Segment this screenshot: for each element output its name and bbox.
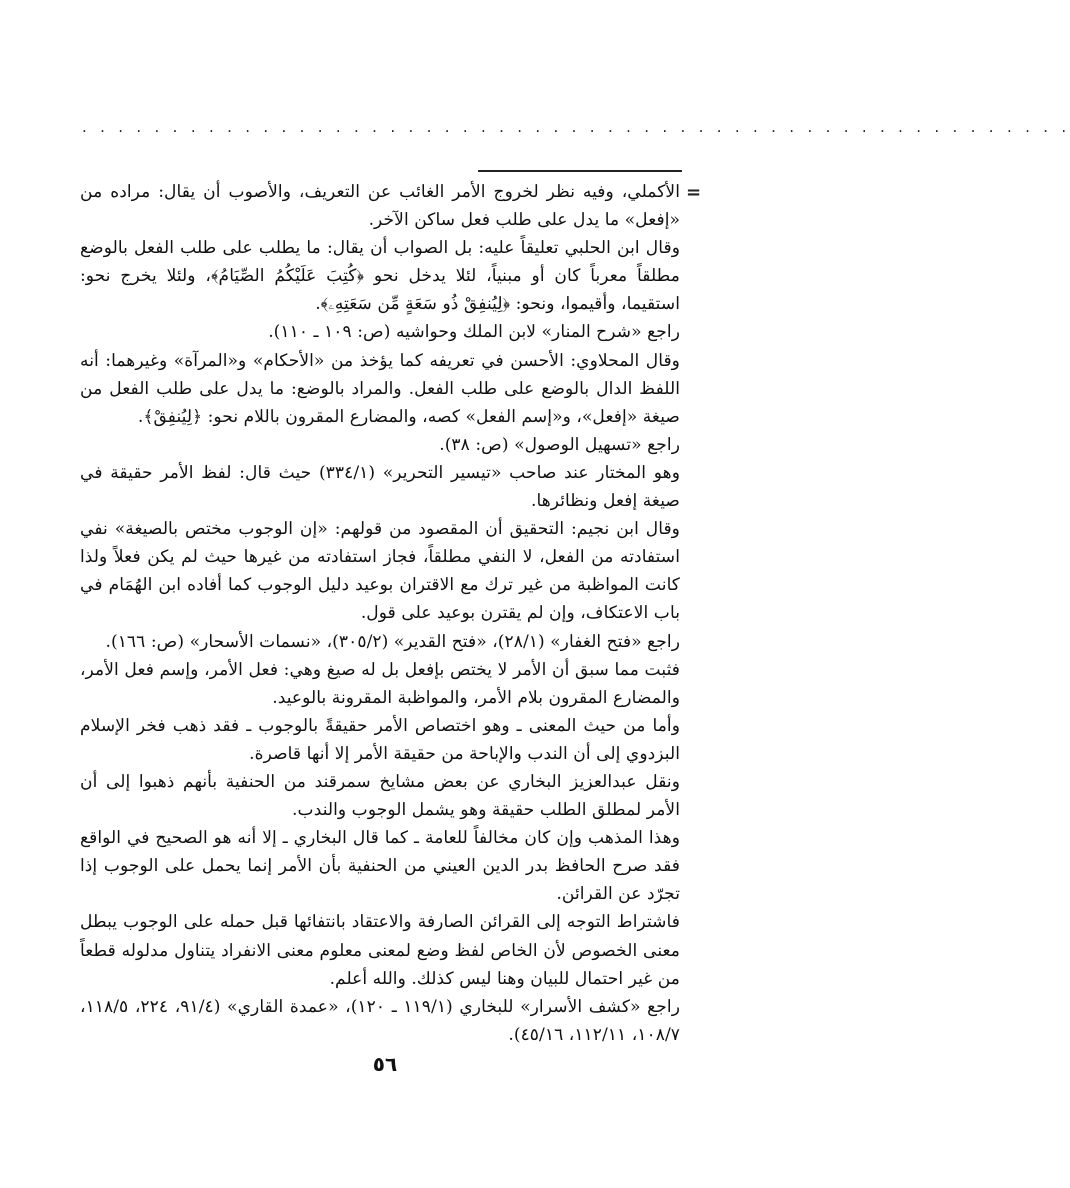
paragraph: وأما من حيث المعنى ـ وهو اختصاص الأمر حقيقةً بالوجوب ـ فقد ذهب فخر الإسلام البزدوي إلى أن الندب والإباحة من حقيقة الأمر إلا أنها قاصرة. [80,715,680,764]
footnote-rule [478,170,682,172]
continuation-mark: = [686,182,702,203]
reference-line: راجع «فتح الغفار» (٢٨/١)، «فتح القدير» (٣٠٥/٢)، «نسمات الأسحار» (ص: ١٦٦). [105,631,680,652]
paragraph: فثبت مما سبق أن الأمر لا يختص بإفعل بل له صيغ وهي: فعل الأمر، وإسم فعل الأمر، والمضارع المقرون بلام الأمر، والمواظبة المقرونة بالوعيد. [80,659,680,708]
paragraph: وقال المحلاوي: الأحسن في تعريفه كما يؤخذ من «الأحكام» و«المرآة» وغيرهما: أنه اللفظ الدال بالوضع على طلب الفعل. والمراد بالوضع: ما يدل على طلب الفعل من صيغة «إفعل»، و«إسم الفعل» كصه، والمضارع المقرون باللام نحو: ﴿لِيُنفِقْ﴾. [80,350,680,427]
footnote-text [80,178,680,1049]
reference-line: راجع «تسهيل الوصول» (ص: ٣٨). [439,434,680,455]
paragraph: الأكملي، وفيه نظر لخروج الأمر الغائب عن التعريف، والأصوب أن يقال: مراده من «إفعل» ما يدل على طلب فعل ساكن الآخر. [80,182,680,231]
separator-dots: . . . . . . . . . . . . . . . . . . . . . . . . . . . . . . . . . . . . . . . . . . . . . . . . . . . . . . . [82,118,1070,136]
paragraph: وهذا المذهب وإن كان مخالفاً للعامة ـ كما قال البخاري ـ إلا أنه هو الصحيح في الواقع فقد صرح الحافظ بدر الدين العيني من الحنفية بأن الأمر إنما يحمل على الوجوب إذا تجرّد عن القرائن. [80,828,680,905]
reference-line: راجع «شرح المنار» لابن الملك وحواشيه (ص: ١٠٩ ـ ١١٠). [268,322,680,343]
page-number: ٥٦ [372,1052,398,1076]
paragraph: فاشتراط التوجه إلى القرائن الصارفة والاعتقاد بانتفائها قبل حمله على الوجوب يبطل معنى الخصوص لأن الخاص لفظ وضع لمعنى معلوم معنى الانفراد يتناول مدلوله قطعاً من غير احتمال للبيان وهنا ليس كذلك. والله أعلم. [80,912,680,989]
paragraph: وقال ابن نجيم: التحقيق أن المقصود من قولهم: «إن الوجوب مختص بالصيغة» نفي استفادته من الفعل، لا النفي مطلقاً، فجاز استفادته من غيرها حيث لم يكن فعلاً ولذا كانت المواظبة من غير ترك مع الاقتران بوعيد دليل الوجوب كما أفاده ابن الهُمَام في باب الاعتكاف، وإن لم يقترن بوعيد على قول. [80,519,680,624]
reference-line: راجع «كشف الأسرار» للبخاري (١١٩/١ ـ ١٢٠)، «عمدة القاري» (٩١/٤، ٢٢٤، ١١٨/٥، ١٠٨/٧، ١١٢/١١، ٤٥/١٦). [80,996,681,1045]
paragraph: وهو المختار عند صاحب «تيسير التحرير» (٣٣٤/١) حيث قال: لفظ الأمر حقيقة في صيغة إفعل ونظائرها. [80,462,680,512]
paragraph: وقال ابن الحلبي تعليقاً عليه: بل الصواب أن يقال: ما يطلب على طلب الفعل بالوضع مطلقاً معرباً كان أو مبنياً، لئلا يدخل نحو ﴿كُتِبَ عَلَيْكُمُ الصِّيَامُ﴾، ولئلا يخرج نحو: استقيما، وأقيموا، ونحو: ﴿لِيُنفِقْ ذُو سَعَةٍ مِّن سَعَتِهِۦ﴾. [80,238,680,315]
paragraph: ونقل عبدالعزيز البخاري عن بعض مشايخ سمرقند من الحنفية بأنهم ذهبوا إلى أن الأمر لمطلق الطلب حقيقة وهو يشمل الوجوب والندب. [80,771,680,821]
